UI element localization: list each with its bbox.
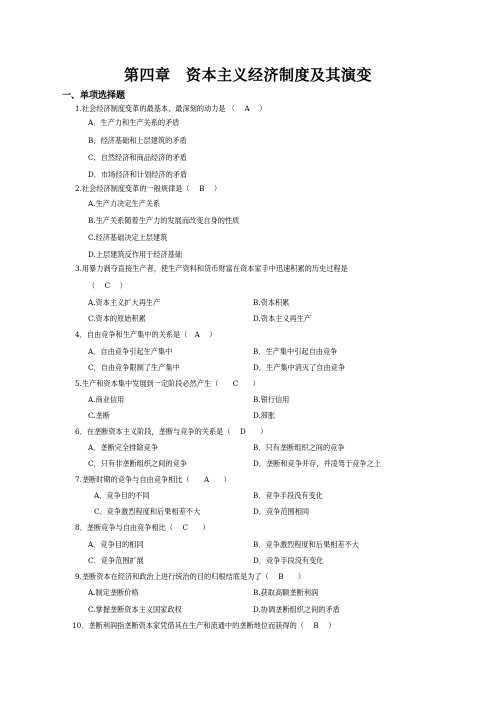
question-7-stem: 7.垄断时期的竞争与自由竞争相比（ A ） [75, 475, 231, 484]
section-heading: 一、单项选择题 [62, 91, 126, 101]
question-6-option-c: C．只有非垄断组织之间的竞争 [88, 459, 187, 468]
question-5-stem: 5.生产和资本集中发展到一定阶段必然产生（ C ） [75, 379, 260, 388]
question-3-option-b: B.资本积累 [253, 298, 290, 307]
question-8-stem: 8．垄断竞争与自由竞争相比（ C ） [75, 523, 210, 532]
question-3-option-a: A.资本主义扩大再生产 [88, 298, 161, 307]
question-5-option-b: B.银行信用 [253, 395, 290, 404]
question-2-option-c: C.经济基础决定上层建筑 [88, 233, 168, 242]
question-7-option-a: A．竞争目的不同 [94, 491, 150, 500]
question-4-option-a: A．自由竞争引起生产集中 [88, 347, 173, 356]
question-3-stem-continued: （ C ） [88, 281, 127, 290]
question-6-stem: 6．在垄断资本主义阶段，垄断与竞争的关系是（ D ） [75, 427, 268, 436]
question-8-option-b: B．竞争激烈程度和后果相差不大 [253, 540, 359, 549]
question-7-option-b: B．竞争手段没有变化 [253, 491, 323, 500]
question-3-option-d: D.资本主义再生产 [253, 314, 312, 323]
question-1-option-a: A．生产力和生产关系的矛盾 [88, 118, 180, 127]
question-4-option-c: C．自由竞争限制了生产集中 [88, 363, 180, 372]
chapter-title: 第四章 资本主义经济制度及其演变 [123, 66, 372, 84]
question-8-option-d: D．竞争手段没有变化 [253, 556, 324, 565]
question-7-option-d: D．竞争范围相同 [253, 507, 310, 516]
question-10-stem: 10．垄断利润指垄断资本家凭借其在生产和流通中的垄断地位而获得的（ B ） [72, 621, 336, 630]
question-6-option-b: B．只有垄断组织之间的竞争 [253, 443, 345, 452]
question-1-stem: 1.社会经济制度变革的最基本、最深刻的动力是 （ A ） [75, 104, 267, 113]
question-1-option-c: C．自然经济和商品经济的矛盾 [88, 153, 187, 162]
question-9-option-c: C.掌握垄断资本主义国家政权 [88, 605, 182, 614]
question-2-option-b: B.生产关系随着生产力的发展而改变自身的性质 [88, 216, 240, 225]
question-8-option-c: C．竞争范围扩展 [88, 556, 144, 565]
question-9-option-b: B.获取高额垄断利润 [253, 588, 319, 597]
question-2-option-a: A.生产力决定生产关系 [88, 199, 161, 208]
question-1-option-d: D．市场经济和计划经济的矛盾 [88, 170, 188, 179]
question-5-option-a: A.商业信用 [88, 395, 125, 404]
question-8-option-a: A．竞争目的相同 [88, 540, 144, 549]
question-4-stem: 4．自由竞争和生产集中的关系是（ A ） [75, 330, 217, 339]
question-9-stem: 9.垄断资本在经济和政治上进行统治的目的归根结底是为了（ B ） [75, 572, 306, 581]
question-4-option-d: D．生产集中消灭了自由竞争 [253, 363, 346, 372]
question-6-option-a: A．垄断完全排除竞争 [88, 443, 158, 452]
question-5-option-c: C.垄断 [88, 411, 110, 420]
question-2-option-d: D.上层建筑反作用于经济基础 [88, 250, 183, 259]
question-9-option-a: A.制定垄断价格 [88, 588, 139, 597]
question-7-option-c: C．竞争激烈程度和后果相差不大 [94, 507, 201, 516]
question-3-stem: 3.用暴力剥夺直接生产者，使生产资料和货币财富在资本家手中迅速积累的历史过程是 [75, 264, 348, 273]
question-9-option-d: D.协调垄断组织之间的矛盾 [253, 605, 340, 614]
question-5-option-d: D.滞胀 [253, 411, 276, 420]
question-3-option-c: C.资本的原始积累 [88, 314, 146, 323]
question-2-stem: 2.社会经济制度变革的一般规律是（ B ） [75, 184, 222, 193]
question-4-option-b: B．生产集中引起自由竞争 [253, 347, 338, 356]
question-1-option-b: B．经济基础和上层建筑的矛盾 [88, 136, 187, 145]
question-6-option-d: D．垄断和竞争并存，并凌驾于竞争之上 [253, 459, 381, 468]
